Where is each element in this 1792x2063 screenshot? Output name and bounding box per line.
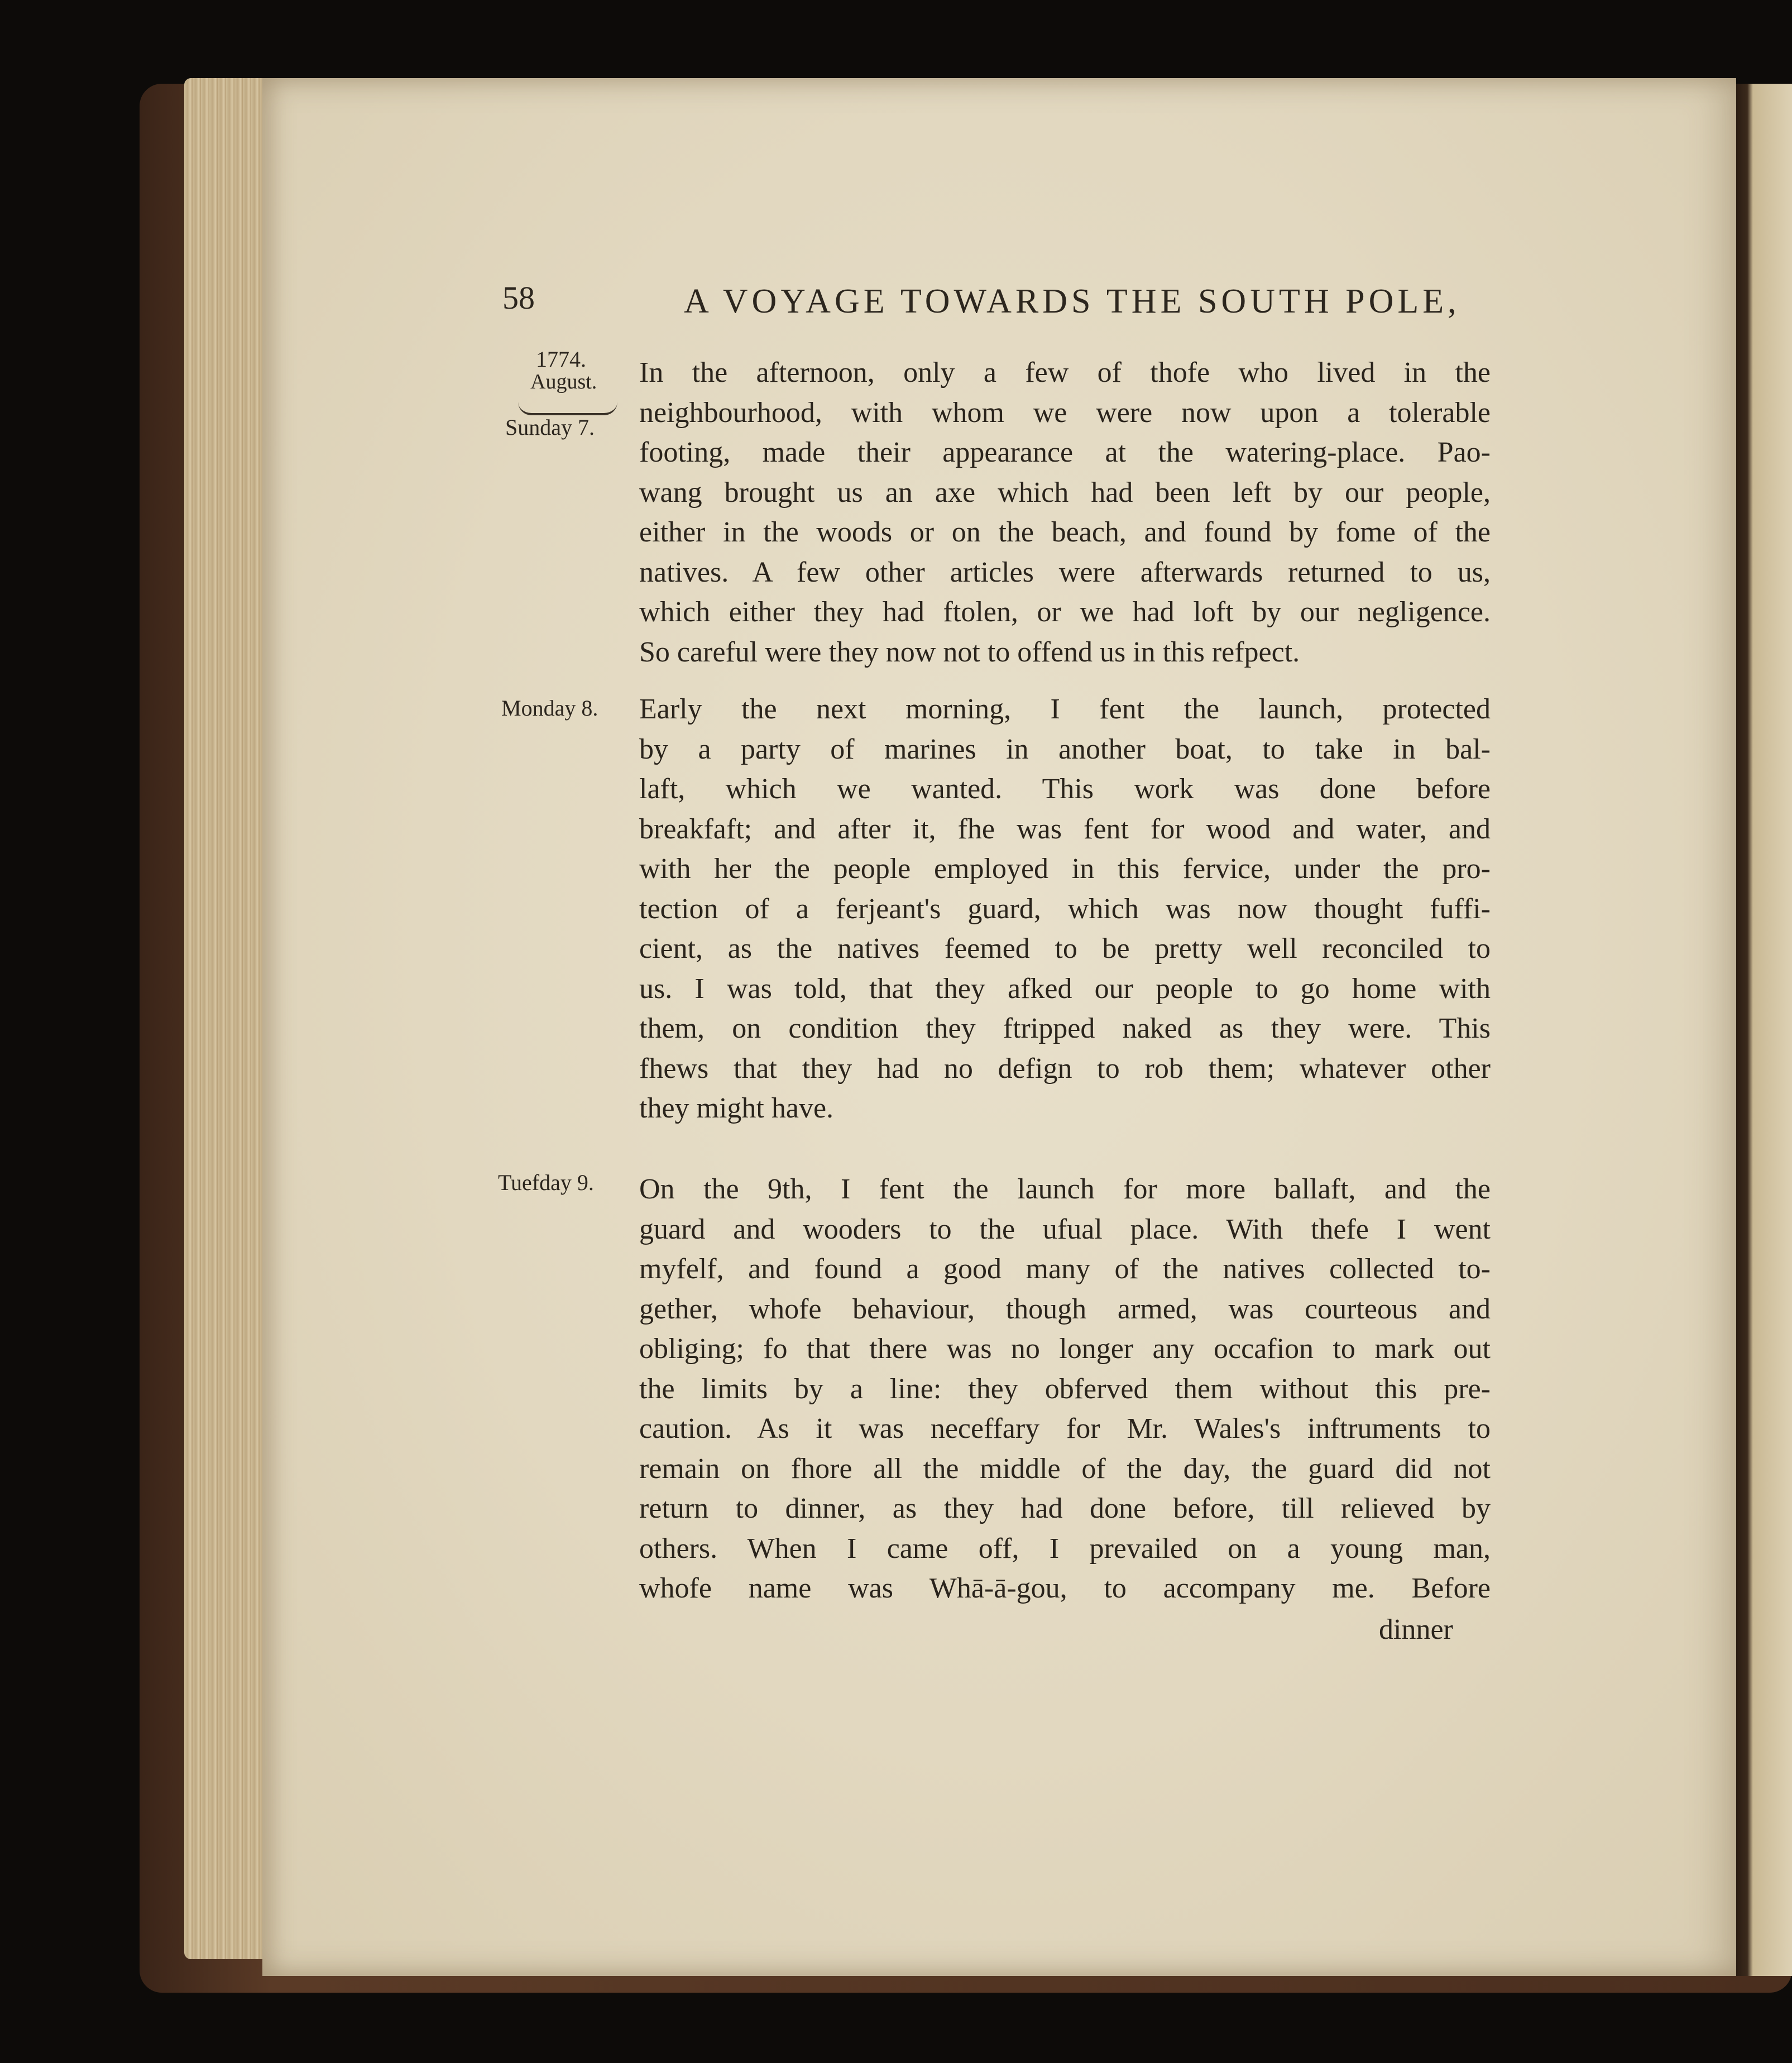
text-line: cient, as the natives feemed to be pretty well reconciled to (639, 933, 1491, 965)
text-line: them, on condition they ftripped naked as they were. This (639, 1013, 1491, 1044)
text-line: footing, made their appearance at the watering-place. Pao- (639, 436, 1491, 468)
text-line: natives. A few other articles were afterwards returned to us, (639, 556, 1491, 588)
text-line: breakfaft; and after it, fhe was fent for wood and water, and (639, 813, 1491, 845)
text-line: remain on fhore all the middle of the day, the guard did not (639, 1452, 1491, 1485)
text-line: either in the woods or on the beach, and found by fome of the (639, 516, 1491, 548)
text-line: So careful were they now not to offend us in this refpect. (639, 636, 1300, 668)
margin-year: 1774. (536, 347, 586, 372)
margin-date-monday: Monday 8. (501, 695, 598, 721)
paragraph-3 (639, 1169, 1491, 1609)
text-line: On the 9th, I fent the launch for more ballaft, and the (639, 1173, 1491, 1205)
margin-month: August. (530, 370, 597, 394)
text-line: tection of a ferjeant's guard, which was now thought fuffi- (639, 893, 1491, 925)
text-line: return to dinner, as they had done before, till relieved by (639, 1493, 1491, 1524)
running-head: A VOYAGE TOWARDS THE SOUTH POLE, (684, 282, 1460, 320)
catchword: dinner (1379, 1614, 1453, 1645)
text-line: the limits by a line: they obferved them without this pre- (639, 1373, 1491, 1405)
text-line: they might have. (639, 1092, 834, 1124)
text-line: laft, which we wanted. This work was done before (639, 773, 1491, 805)
text-line: with her the people employed in this fervice, under the pro- (639, 853, 1491, 885)
text-line: myfelf, and found a good many of the natives collected to- (639, 1253, 1491, 1285)
text-line: others. When I came off, I prevailed on a young man, (639, 1532, 1491, 1565)
text-line: gether, whofe behaviour, though armed, was courteous and (639, 1293, 1491, 1325)
text-line: by a party of marines in another boat, to take in bal- (639, 733, 1491, 765)
text-line: us. I was told, that they afked our people to go home with (639, 972, 1491, 1005)
text-line: fhews that they had no defign to rob them; whatever other (639, 1052, 1491, 1085)
facing-page-edge (1736, 84, 1792, 1976)
text-line: wang brought us an axe which had been left by our people, (639, 476, 1491, 508)
paragraph-1 (639, 353, 1491, 672)
text-line: whofe name was Whā-ā-gou, to accompany me. Before (639, 1572, 1491, 1604)
text-line: Early the next morning, I fent the launch, protected (639, 693, 1491, 725)
text-line: guard and wooders to the ufual place. With thefe I went (639, 1213, 1491, 1245)
margin-date-sunday: Sunday 7. (505, 415, 595, 440)
paragraph-2 (639, 689, 1491, 1129)
margin-date-tuesday: Tuefday 9. (498, 1170, 594, 1195)
page-number: 58 (502, 280, 535, 316)
text-line: obliging; fo that there was no longer any occafion to mark out (639, 1333, 1491, 1365)
text-line: In the afternoon, only a few of thofe who lived in the (639, 357, 1491, 388)
margin-brace (518, 402, 617, 415)
text-line: neighbourhood, with whom we were now upon a tolerable (639, 396, 1491, 429)
text-line: caution. As it was neceffary for Mr. Wales's inftruments to (639, 1413, 1491, 1445)
text-line: which either they had ftolen, or we had loft by our negligence. (639, 596, 1491, 628)
